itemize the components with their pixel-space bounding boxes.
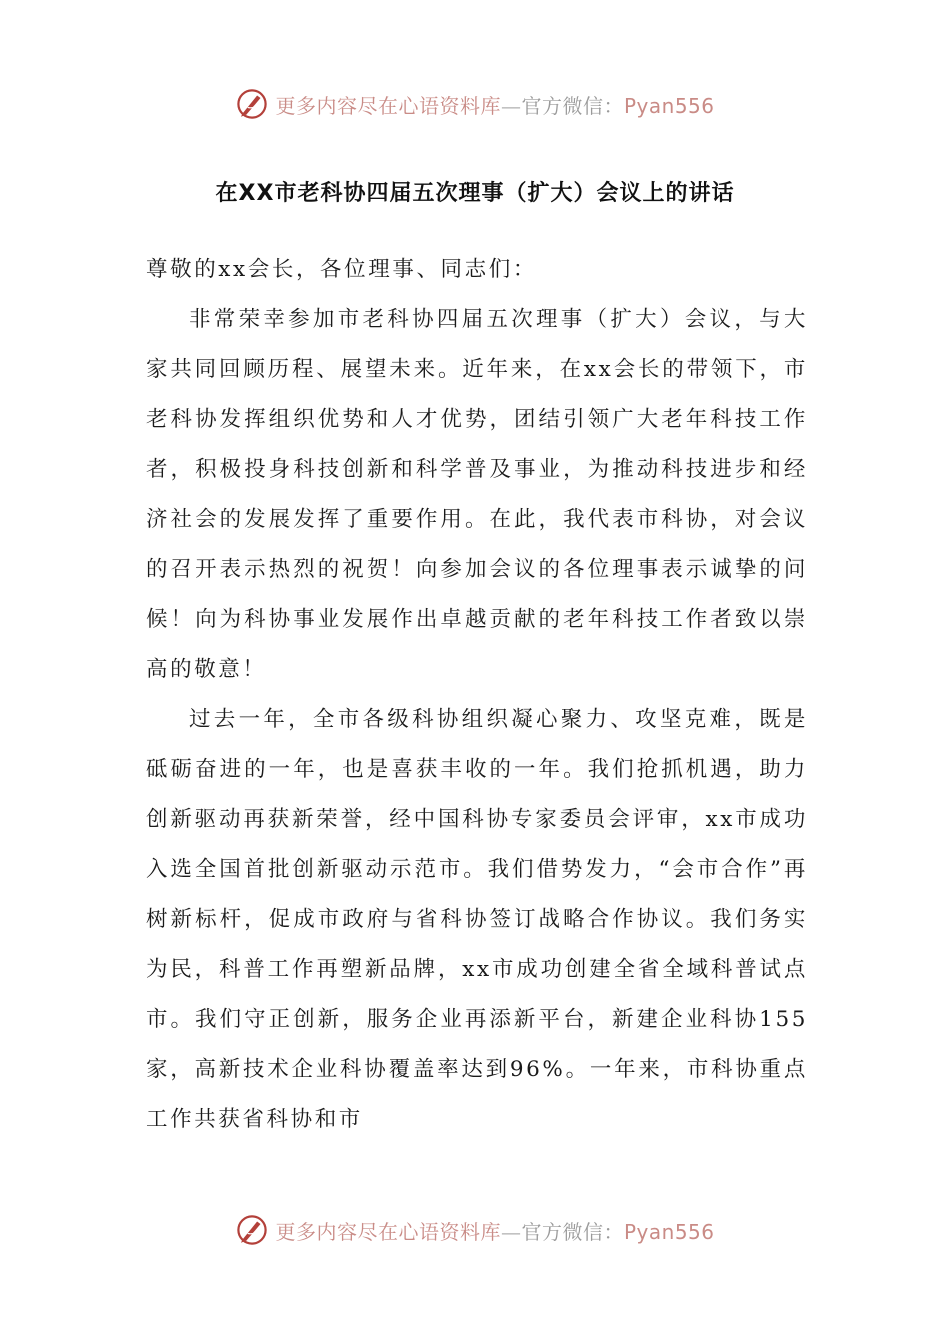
salutation: 尊敬的xx会长，各位理事、同志们： xyxy=(146,257,537,282)
document-title: 在XX市老科协四届五次理事（扩大）会议上的讲话 xyxy=(215,181,735,206)
watermark-text xyxy=(275,90,714,119)
paragraph-1: 非常荣幸参加市老科协四届五次理事（扩大）会议，与大家共同回顾历程、展望未来。近年来，在xx会长的带领下，市老科协发挥组织优势和人才优势，团结引领广大老年科技工作者，积极投身科技创新和科学普及事业，为推动科技进步和经济社会的发展发挥了重要作用。在此，我代表市科协，对会议的召开表示热烈的祝贺！向参加会议的各位理事表示诚挚的问候！向为科协事业发展作出卓越贡献的老年科技工作者致以崇高的敬意！ xyxy=(146,307,808,682)
pen-logo-icon xyxy=(235,1213,269,1247)
footer-watermark-banner xyxy=(0,1208,950,1252)
header-watermark-banner xyxy=(0,82,950,126)
watermark-wechat-label: 官方微信： xyxy=(521,1219,624,1244)
watermark-text xyxy=(275,1216,714,1245)
watermark-wechat-id: Pyan556 xyxy=(623,1219,715,1244)
pen-logo-icon xyxy=(235,87,269,121)
watermark-site-text: 更多内容尽在心语资料库 xyxy=(275,93,501,118)
watermark-wechat-id: Pyan556 xyxy=(623,93,715,118)
paragraph-2: 过去一年，全市各级科协组织凝心聚力、攻坚克难，既是砥砺奋进的一年，也是喜获丰收的一年。我们抢抓机遇，助力创新驱动再获新荣誉，经中国科协专家委员会评审，xx市成功入选全国首批创新驱动示范市。我们借势发力，“会市合作”再树新标杆，促成市政府与省科协签订战略合作协议。我们务实为民，科普工作再塑新品牌，xx市成功创建全省全域科普试点市。我们守正创新，服务企业再添新平台，新建企业科协155家，高新技术企业科协覆盖率达到96%。一年来，市科协重点工作共获省科协和市 xyxy=(146,707,808,1132)
watermark-site-text: 更多内容尽在心语资料库 xyxy=(275,1219,501,1244)
watermark-wechat-label: 官方微信： xyxy=(521,93,624,118)
watermark-dash: — xyxy=(500,93,522,118)
watermark-dash: — xyxy=(500,1219,522,1244)
document-body xyxy=(146,245,808,1145)
